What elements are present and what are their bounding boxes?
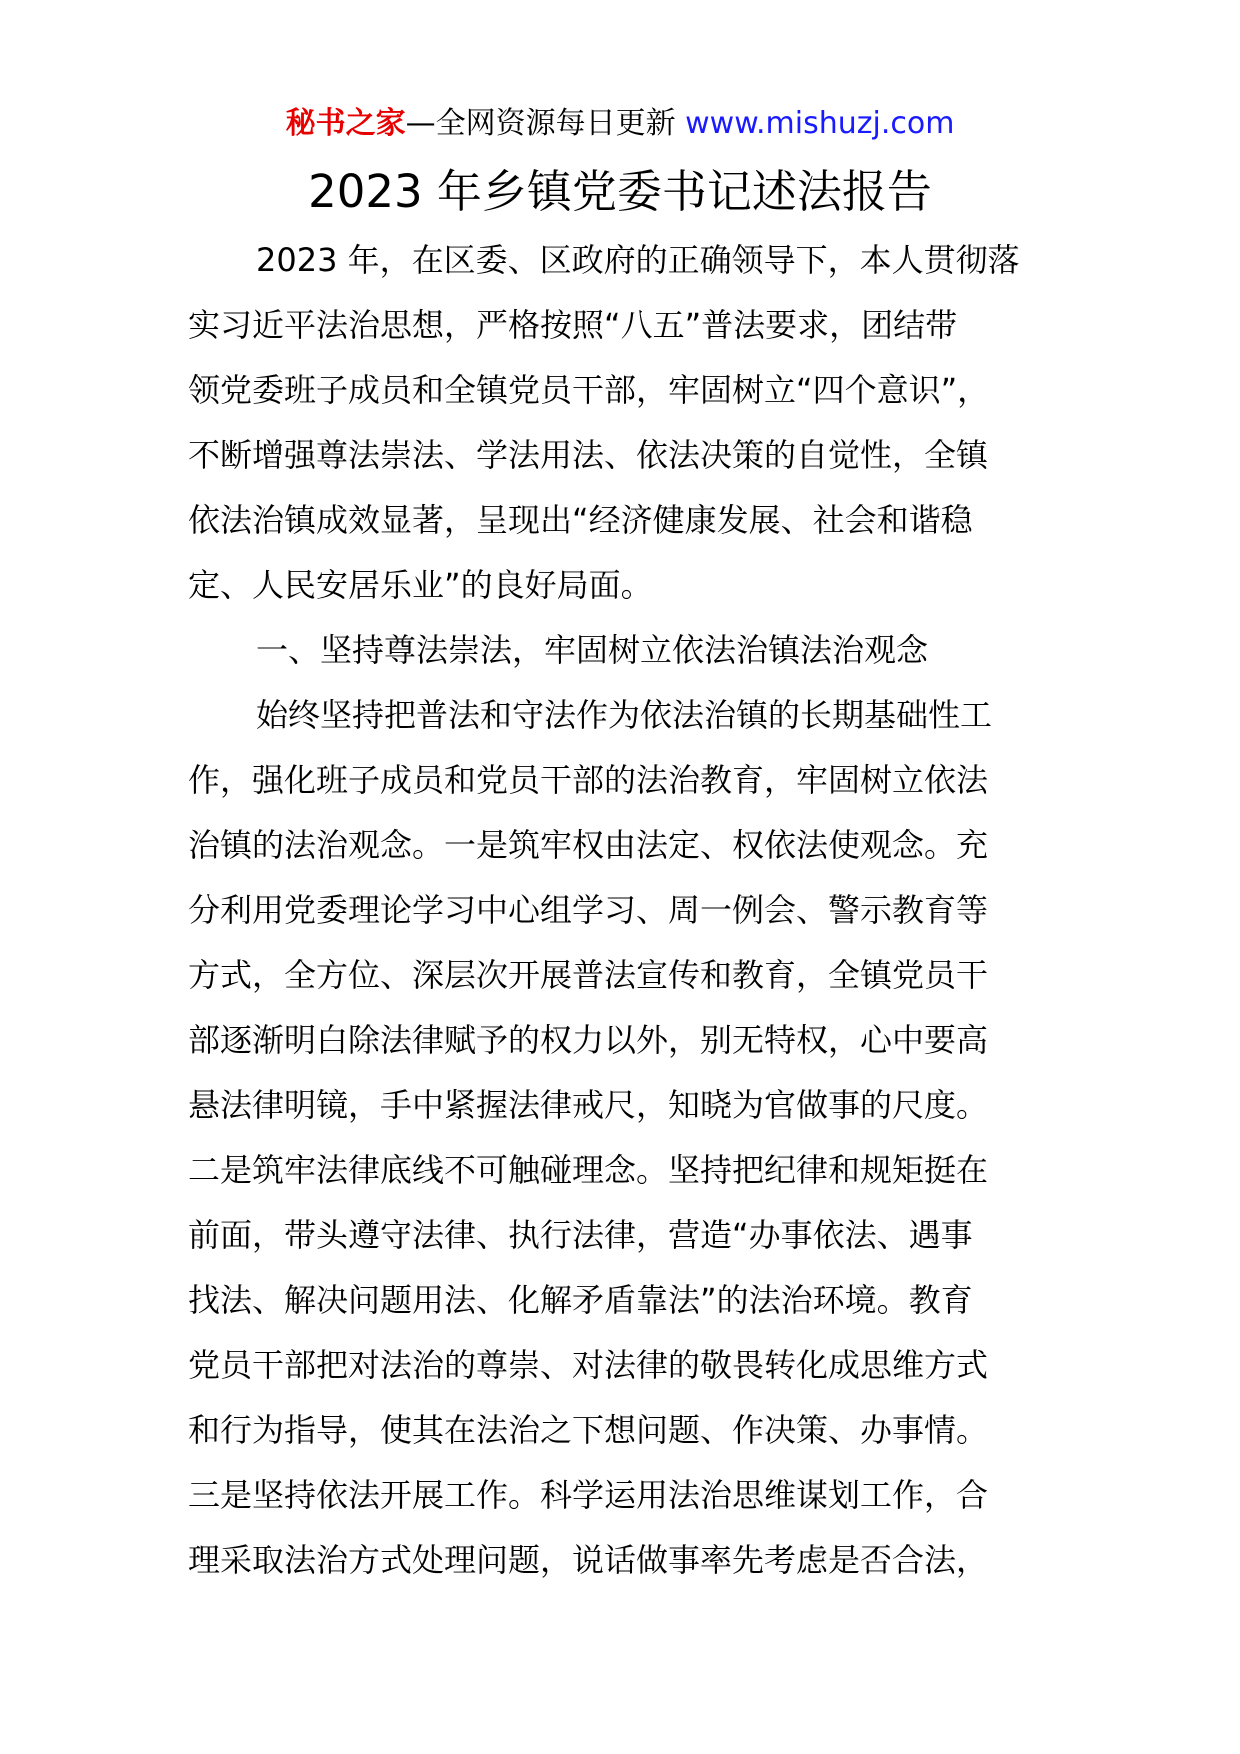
body-line: 二是筑牢法律底线不可触碰理念。坚持把纪律和规矩挺在 (188, 1151, 989, 1189)
body-line: 不断增强尊法崇法、学法用法、依法决策的自觉性，全镇 (188, 436, 989, 474)
body-line: 2023 年，在区委、区政府的正确领导下，本人贯彻落 (256, 241, 1020, 279)
body-line: 分利用党委理论学习中心组学习、周一例会、警示教育等 (188, 891, 989, 929)
section-heading: 一、坚持尊法崇法，牢固树立依法治镇法治观念 (256, 631, 929, 669)
body-line: 悬法律明镜，手中紧握法律戒尺，知晓为官做事的尺度。 (188, 1086, 989, 1124)
header-slogan: —全网资源每日更新 (405, 106, 686, 141)
body-line: 领党委班子成员和全镇党员干部，牢固树立“四个意识”， (188, 371, 990, 409)
body-line: 实习近平法治思想，严格按照“八五”普法要求，团结带 (188, 306, 958, 344)
document-title: 2023 年乡镇党委书记述法报告 (308, 165, 932, 218)
body-line: 定、人民安居乐业”的良好局面。 (188, 566, 653, 604)
body-line: 依法治镇成效显著，呈现出“经济健康发展、社会和谐稳 (188, 501, 973, 539)
body-line: 找法、解决问题用法、化解矛盾靠法”的法治环境。教育 (188, 1281, 973, 1319)
brand-name: 秘书之家 (285, 106, 406, 141)
document-body (188, 228, 1068, 1593)
body-line: 和行为指导，使其在法治之下想问题、作决策、办事情。 (188, 1411, 989, 1449)
body-line: 治镇的法治观念。一是筑牢权由法定、权依法使观念。充 (188, 826, 989, 864)
body-line: 前面，带头遵守法律、执行法律，营造“办事依法、遇事 (188, 1216, 973, 1254)
site-url-link[interactable]: www.mishuzj.com (685, 106, 955, 141)
body-line: 始终坚持把普法和守法作为依法治镇的长期基础性工 (256, 696, 993, 734)
body-line: 作，强化班子成员和党员干部的法治教育，牢固树立依法 (188, 761, 989, 799)
site-header (0, 104, 1240, 144)
body-line: 部逐渐明白除法律赋予的权力以外，别无特权，心中要高 (188, 1021, 989, 1059)
body-line: 理采取法治方式处理问题，说话做事率先考虑是否合法， (188, 1541, 989, 1579)
body-line: 方式，全方位、深层次开展普法宣传和教育，全镇党员干 (188, 956, 989, 994)
body-line: 三是坚持依法开展工作。科学运用法治思维谋划工作，合 (188, 1476, 989, 1514)
body-line: 党员干部把对法治的尊崇、对法律的敬畏转化成思维方式 (188, 1346, 989, 1384)
